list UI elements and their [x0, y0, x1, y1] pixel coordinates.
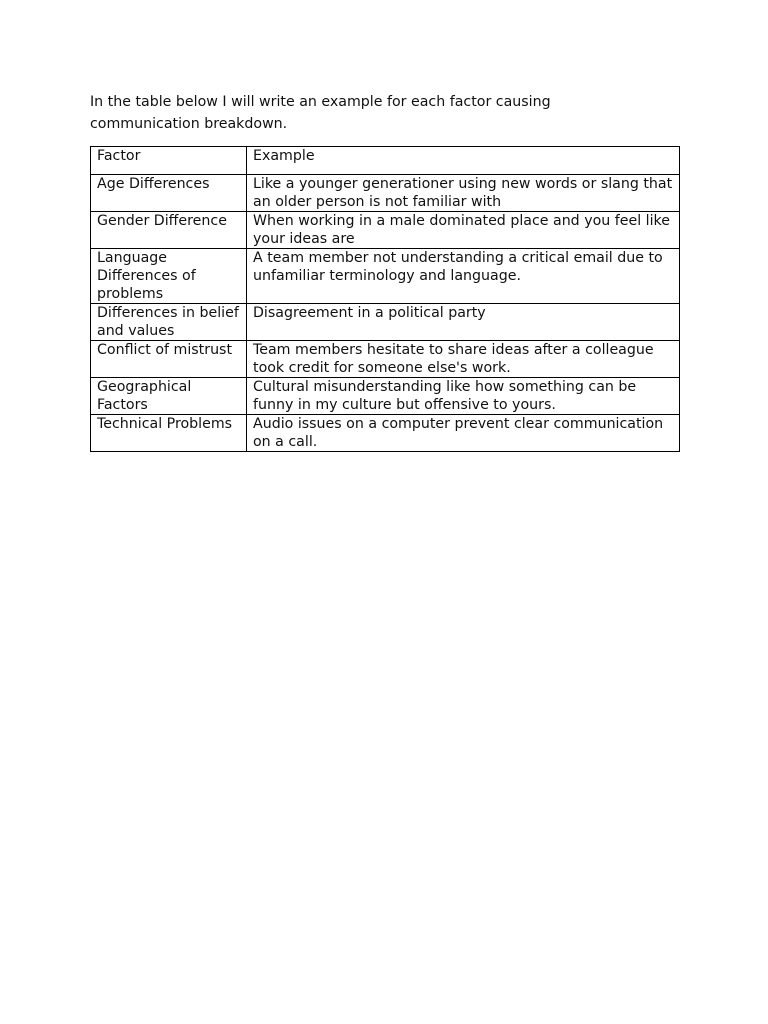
intro-paragraph: In the table below I will write an example for each factor causing communication breakdown. [90, 94, 551, 132]
table-header-row [91, 147, 680, 175]
example-cell: Team members hesitate to share ideas after a colleague took credit for someone else's work. [247, 341, 680, 378]
table-row [91, 212, 680, 249]
factor-cell: Technical Problems [91, 415, 247, 452]
factor-cell: Geographical Factors [91, 378, 247, 415]
factor-cell: Differences in belief and values [91, 304, 247, 341]
example-cell: A team member not understanding a critical email due to unfamiliar terminology and language. [247, 249, 680, 304]
header-example: Example [247, 147, 680, 175]
example-cell: Cultural misunderstanding like how something can be funny in my culture but offensive to yours. [247, 378, 680, 415]
table-row [91, 415, 680, 452]
example-cell: When working in a male dominated place and you feel like your ideas are [247, 212, 680, 249]
factor-table [90, 146, 680, 452]
factor-cell: Gender Difference [91, 212, 247, 249]
table-row [91, 249, 680, 304]
example-cell: Disagreement in a political party [247, 304, 680, 341]
example-cell: Audio issues on a computer prevent clear communication on a call. [247, 415, 680, 452]
header-factor: Factor [91, 147, 247, 175]
factor-cell: Age Differences [91, 175, 247, 212]
factor-cell: Conflict of mistrust [91, 341, 247, 378]
table-row [91, 378, 680, 415]
example-cell: Like a younger generationer using new words or slang that an older person is not familiar with [247, 175, 680, 212]
table-row [91, 341, 680, 378]
table-row [91, 175, 680, 212]
factor-cell: Language Differences of problems [91, 249, 247, 304]
table-row [91, 304, 680, 341]
